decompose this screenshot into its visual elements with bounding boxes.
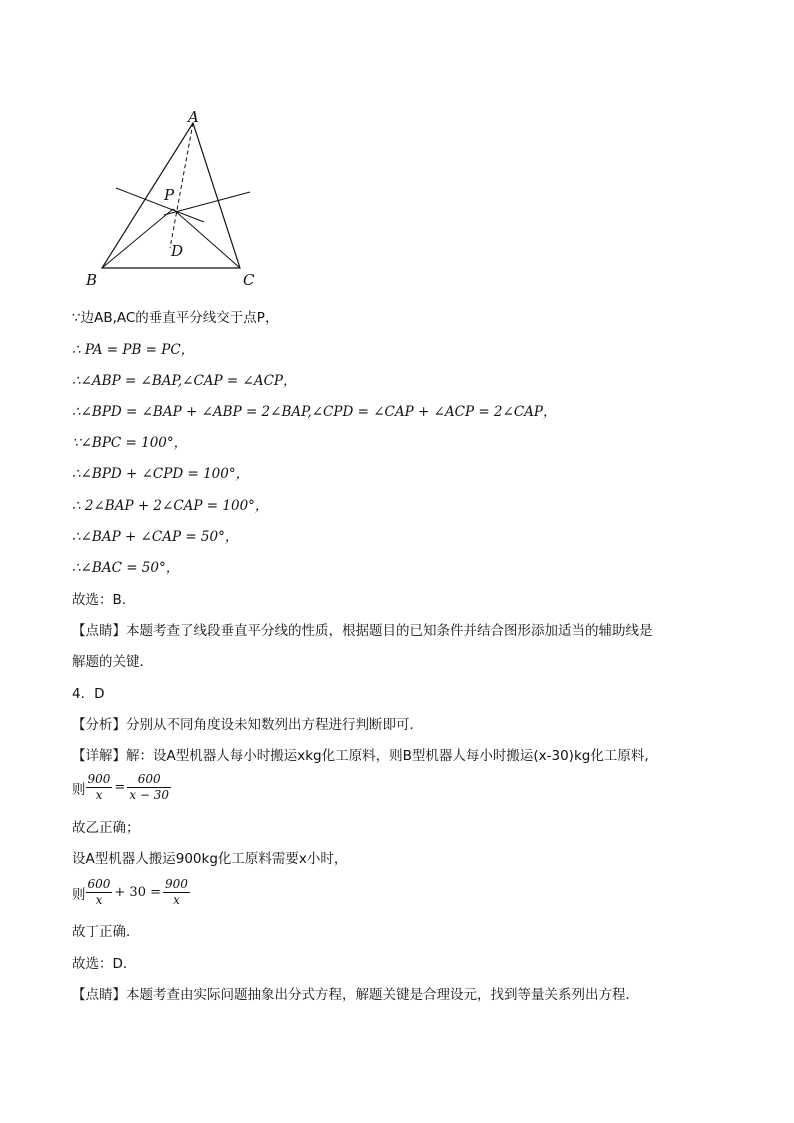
proof-line-6: ∴∠BPD + ∠CPD = 100°， (72, 466, 250, 482)
equation-2 (72, 877, 190, 913)
answer-line-4: 故选：D． (72, 956, 137, 972)
triangle-diagram (80, 105, 270, 295)
proof-line-2: ∴ PA = PB = PC， (72, 342, 195, 358)
equals-sign: = (114, 780, 126, 795)
conclusion-yi: 故乙正确； (72, 820, 140, 836)
label-p: P (164, 186, 175, 204)
comment-line-3b: 解题的关键． (72, 654, 153, 670)
proof-line-3: ∴∠ABP = ∠BAP,∠CAP = ∠ACP， (72, 373, 297, 389)
fraction-denominator: x (95, 893, 103, 907)
fraction-numerator: 600 (127, 772, 171, 788)
segment-pb (102, 209, 173, 268)
triangle-figure (80, 105, 270, 295)
proof-line-8: ∴∠BAP + ∠CAP = 50°， (72, 529, 239, 545)
fraction-denominator: x − 30 (129, 788, 170, 802)
fraction-numerator: 900 (165, 877, 188, 891)
fraction-denominator: x (173, 893, 180, 907)
equation-1-prefix: 则 (72, 781, 86, 798)
label-b: B (86, 271, 98, 289)
equation-1 (72, 772, 171, 808)
fraction-600-over-x-minus-30 (127, 772, 171, 803)
fraction-denominator: x (95, 788, 103, 802)
proof-line-5: ∵∠BPC = 100°， (72, 435, 188, 451)
answer-line-3: 故选：B. (72, 592, 127, 608)
fraction-numerator: 900 (87, 772, 111, 786)
conclusion-ding: 故丁正确． (72, 924, 140, 940)
question-4-answer: 4．D (72, 686, 105, 702)
fraction-900-over-x (163, 877, 190, 908)
comment-line-4: 【点睛】本题考查由实际问题抽象出分式方程，解题关键是合理设元，找到等量关系列出方程． (72, 987, 639, 1003)
equation-2-prefix: 则 (72, 886, 86, 903)
label-a: A (188, 108, 199, 126)
proof-line-4: ∴∠BPD = ∠BAP + ∠ABP = 2∠BAP,∠CPD = ∠CAP + ∠ACP = 2∠CAP， (72, 404, 557, 420)
analysis-line: 【分析】分别从不同角度设未知数列出方程进行判断即可． (72, 717, 423, 733)
label-d: D (171, 242, 184, 260)
bisector-line-ab (116, 188, 204, 222)
label-c: C (243, 271, 255, 289)
proof-line-7: ∴ 2∠BAP + 2∠CAP = 100°， (72, 498, 269, 514)
assumption-line: 设A型机器人搬运900kg化工原料需要x小时， (72, 851, 348, 867)
proof-line-9: ∴∠BAC = 50°， (72, 560, 180, 576)
bisector-line-ac (164, 192, 250, 215)
comment-line-3a: 【点睛】本题考查了线段垂直平分线的性质，根据题目的已知条件并结合图形添加适当的辅助线是 (72, 623, 653, 639)
plus-30-equals: + 30 = (114, 885, 161, 900)
fraction-600-over-x (86, 877, 113, 908)
detail-line: 【详解】解：设A型机器人每小时搬运xkg化工原料，则B型机器人每小时搬运(x-30)kg化工原料, (72, 748, 649, 764)
fraction-numerator: 600 (87, 877, 111, 891)
fraction-900-over-x (86, 772, 113, 803)
proof-line-1: ∵边AB,AC的垂直平分线交于点P， (72, 310, 279, 326)
